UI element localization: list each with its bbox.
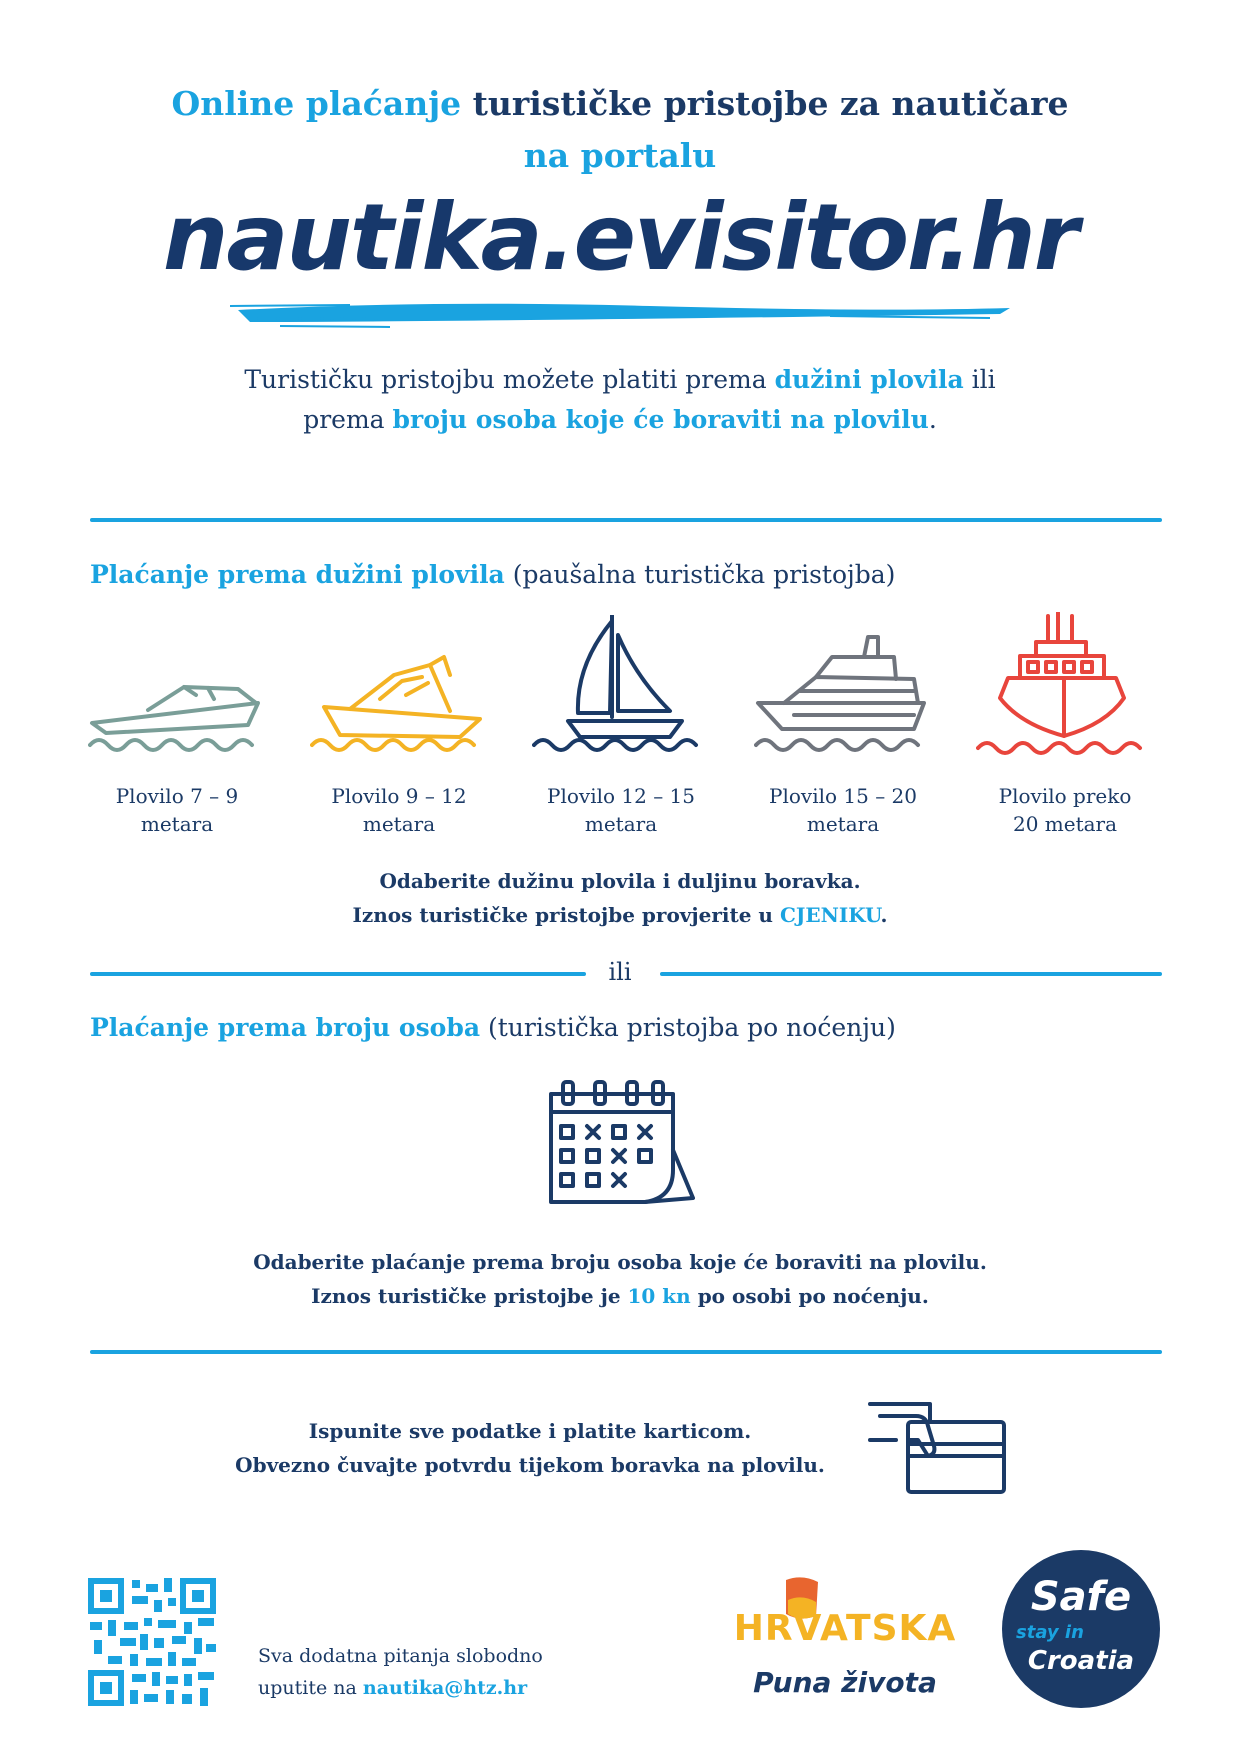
qr-code[interactable] xyxy=(88,1578,216,1706)
hrvatska-logo-word: HRVATSKA xyxy=(733,1608,957,1649)
payment-text-line1: Ispunite sve podatke i platite karticom. xyxy=(308,1419,752,1443)
safe-badge-line2: stay in xyxy=(1016,1622,1084,1643)
page-title xyxy=(0,78,1240,182)
divider-3 xyxy=(90,1350,1162,1354)
safe-badge-line3: Croatia xyxy=(1027,1646,1135,1676)
intro-highlight-persons: broju osoba koje će boraviti na plovilu xyxy=(392,405,929,434)
boat-label-4 xyxy=(743,782,943,838)
payment-text-line2: Obvezno čuvajte potvrdu tijekom boravka na plovilu. xyxy=(235,1453,825,1477)
title-main: turističke pristojbe za nautičare xyxy=(472,84,1069,123)
divider-2-right xyxy=(660,972,1162,976)
section-length-note xyxy=(0,864,1240,932)
boat-label-2 xyxy=(299,782,499,838)
brush-stroke-decoration xyxy=(230,296,1020,330)
hrvatska-logo xyxy=(730,1568,960,1718)
boat-label-5 xyxy=(965,782,1165,838)
section-persons-title xyxy=(90,1013,896,1042)
divider-2-left xyxy=(90,972,586,976)
safe-badge-line1: Safe xyxy=(1030,1574,1132,1620)
contact-email-link[interactable]: nautika@htz.hr xyxy=(362,1677,528,1699)
safe-stay-badge xyxy=(1002,1550,1160,1708)
boat-label-5-line2: 20 metara xyxy=(1012,812,1118,836)
section-length-title xyxy=(90,560,895,589)
ferry-icon xyxy=(976,612,1154,758)
motorboat-icon xyxy=(310,615,488,755)
divider-1 xyxy=(90,518,1162,522)
pricelist-link[interactable]: CJENIKU xyxy=(779,903,881,927)
motorboat-small-icon xyxy=(88,615,266,755)
intro-highlight-length: dužini plovila xyxy=(774,365,964,394)
intro-text-3: prema xyxy=(303,405,385,434)
section-length-title-rest: (paušalna turistička pristojba) xyxy=(512,560,896,589)
sailboat-icon xyxy=(532,615,710,755)
intro-text-2: ili xyxy=(971,365,996,394)
calendar-icon xyxy=(545,1080,695,1210)
title-line2: na portalu xyxy=(523,136,717,175)
section-persons-note-line2: Iznos turističke pristojbe je xyxy=(311,1284,621,1308)
section-length-title-bold: Plaćanje prema dužini plovila xyxy=(90,560,505,589)
boat-label-2-line2: metara xyxy=(362,812,436,836)
section-persons-note-line1: Odaberite plaćanje prema broju osoba koje će boraviti na plovilu. xyxy=(253,1250,987,1274)
separator-or: ili xyxy=(608,958,632,986)
footer-contact xyxy=(258,1640,543,1704)
section-length-note-line2: Iznos turističke pristojbe provjerite u xyxy=(352,903,773,927)
section-length-note-line1: Odaberite dužinu plovila i duljinu boravka. xyxy=(379,869,861,893)
boat-label-1-line2: metara xyxy=(140,812,214,836)
section-persons-note xyxy=(0,1245,1240,1313)
section-persons-title-rest: (turistička pristojba po noćenju) xyxy=(487,1013,896,1042)
boat-label-3-line2: metara xyxy=(584,812,658,836)
intro-text xyxy=(0,360,1240,440)
boat-label-3 xyxy=(521,782,721,838)
fee-amount: 10 kn xyxy=(627,1284,691,1308)
footer-line1: Sva dodatna pitanja slobodno xyxy=(258,1645,543,1667)
boat-label-4-line1: Plovilo 15 – 20 xyxy=(769,784,917,808)
payment-text xyxy=(210,1414,850,1482)
boat-label-4-line2: metara xyxy=(806,812,880,836)
portal-url[interactable]: nautika.evisitor.hr xyxy=(162,184,1078,291)
intro-text-4: . xyxy=(928,405,937,434)
title-highlight: Online plaćanje xyxy=(171,84,462,123)
boat-label-5-line1: Plovilo preko xyxy=(998,784,1132,808)
boat-label-1 xyxy=(77,782,277,838)
footer-line2: uputite na xyxy=(258,1677,357,1699)
section-persons-note-line2-end: po osobi po noćenju. xyxy=(697,1284,929,1308)
section-persons-title-bold: Plaćanje prema broju osoba xyxy=(90,1013,481,1042)
boat-label-2-line1: Plovilo 9 – 12 xyxy=(331,784,467,808)
yacht-icon xyxy=(754,615,932,755)
section-length-note-period: . xyxy=(880,903,888,927)
card-payment-icon xyxy=(868,1400,1008,1496)
boat-label-1-line1: Plovilo 7 – 9 xyxy=(115,784,239,808)
boat-label-3-line1: Plovilo 12 – 15 xyxy=(547,784,695,808)
hrvatska-logo-slogan: Puna života xyxy=(753,1666,937,1699)
intro-text-1: Turističku pristojbu možete platiti prema xyxy=(244,365,767,394)
